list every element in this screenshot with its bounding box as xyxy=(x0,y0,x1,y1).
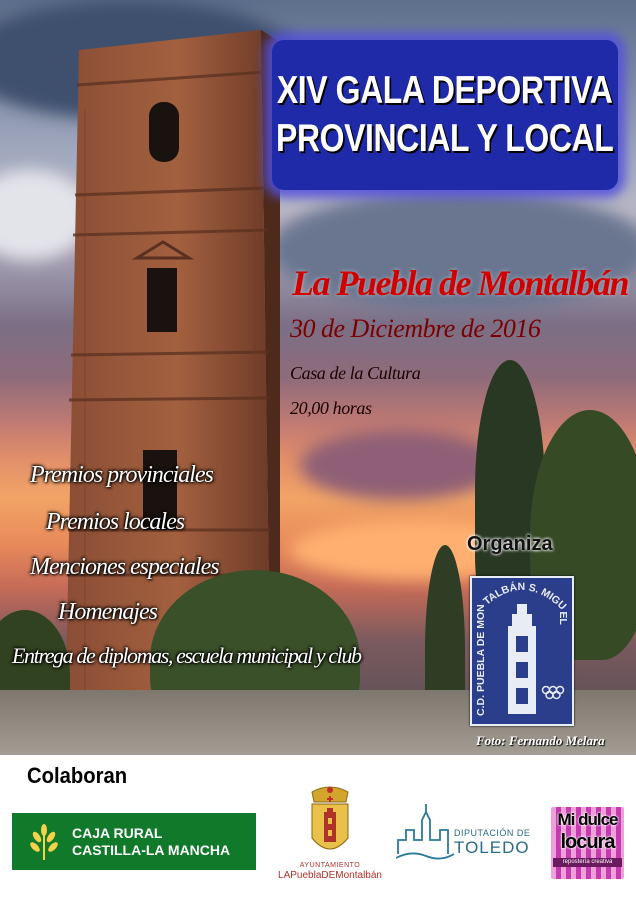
award-item: Premios locales xyxy=(46,509,185,535)
diputacion-logo xyxy=(396,790,536,870)
mi-dulce-locura-line-2: locura xyxy=(560,831,615,853)
wheat-icon xyxy=(24,822,64,862)
photo-credit: Foto: Fernando Melara xyxy=(476,733,605,748)
cloud xyxy=(300,430,500,500)
ayuntamiento-line-1: AYUNTAMIENTO xyxy=(299,862,361,869)
diputacion-line-1: DIPUTACIÓN DE xyxy=(454,828,531,838)
organizer-label: Organiza xyxy=(467,533,553,555)
diputacion-line-2: TOLEDO xyxy=(454,838,530,857)
club-badge xyxy=(470,576,574,726)
award-item: Premios provinciales xyxy=(30,462,213,488)
svg-text:C.D. PUEBLA DE MONTALBÁN S. MI xyxy=(475,580,569,716)
award-item: Menciones especiales xyxy=(30,554,219,580)
event-venue: Casa de la Cultura xyxy=(290,363,421,383)
event-town: La Puebla de Montalbán xyxy=(292,263,629,303)
mi-dulce-locura-logo xyxy=(551,807,624,879)
title-line-2: PROVINCIAL Y LOCAL xyxy=(276,117,614,160)
award-item: Homenajes xyxy=(58,599,157,625)
sponsors-label: Colaboran xyxy=(27,763,128,788)
mi-dulce-locura-line-3: repostería creativa xyxy=(553,858,622,867)
club-badge-text xyxy=(472,578,572,724)
awards-list xyxy=(0,462,361,692)
event-time: 20,00 horas xyxy=(290,398,372,418)
mi-dulce-locura-line-1: Mi dulce xyxy=(557,810,618,829)
ayuntamiento-logo xyxy=(268,786,392,886)
title-line-1: XIV GALA DEPORTIVA xyxy=(277,69,613,112)
caja-rural-logo xyxy=(12,813,256,870)
toledo-skyline-icon xyxy=(396,790,456,870)
coat-of-arms-icon xyxy=(268,786,392,862)
ayuntamiento-line-2: LAPueblaDEMontalbán xyxy=(278,870,382,881)
award-item: Entrega de diplomas, escuela municipal y club xyxy=(12,643,361,668)
title-banner xyxy=(272,40,618,190)
club-badge-name: C.D. PUEBLA DE MONTALBÁN S. MIGUEL xyxy=(475,580,569,716)
event-date: 30 de Diciembre de 2016 xyxy=(290,314,541,343)
caja-rural-line-1: CAJA RURAL xyxy=(72,824,163,841)
caja-rural-line-2: CASTILLA-LA MANCHA xyxy=(72,841,231,858)
